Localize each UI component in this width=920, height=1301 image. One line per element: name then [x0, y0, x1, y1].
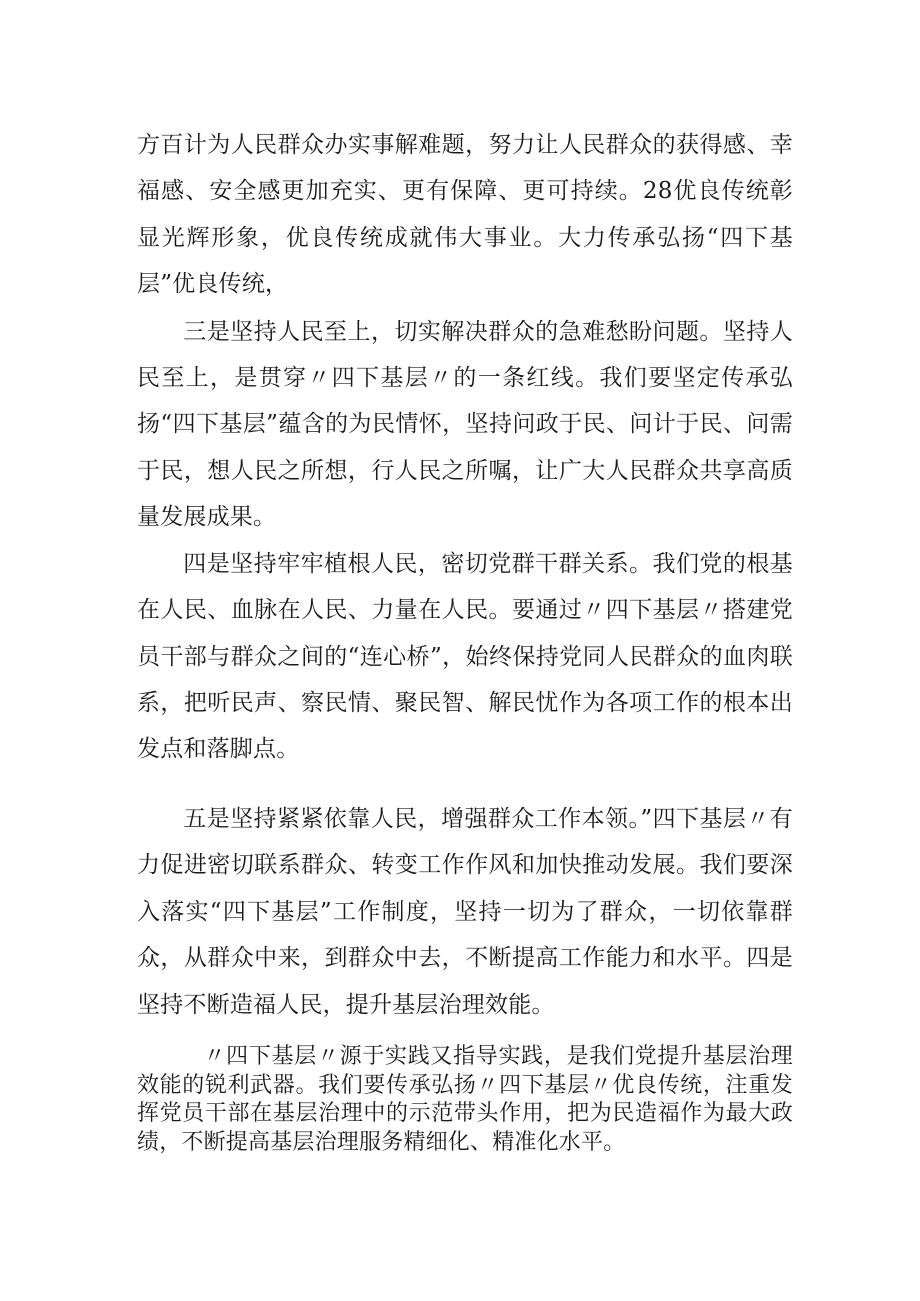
paragraph-point-five	[137, 796, 793, 1028]
paragraph-3-text: 四是坚持牢牢植根人民，密切党群干群关系。我们党的根基在人民、血脉在人民、力量在人民。要通过〃四下基层〃搭建党员干部与群众之间的“连心桥”，始终保持党同人民群众的血肉联系，把听民声、察民情、聚民智、解民忧作为各项工作的根本出发点和落脚点。	[137, 551, 793, 763]
paragraph-point-three	[137, 309, 793, 540]
paragraph-5-text: 〃四下基层〃源于实践又指导实践，是我们党提升基层治理效能的锐利武器。我们要传承弘扬〃四下基层〃优良传统，注重发挥党员干部在基层治理中的示范带头作用，把为民造福作为最大政绩，不断提高基层治理服务精细化、精准化水平。	[137, 1044, 793, 1155]
paragraph-2-text: 三是坚持人民至上，切实解决群众的急难愁盼问题。坚持人民至上，是贯穿〃四下基层〃的一条红线。我们要坚定传承弘扬“四下基层”蕴含的为民情怀，坚持问政于民、问计于民、问需于民，想人民之所想，行人民之所嘱，让广大人民群众共享高质量发展成果。	[137, 319, 793, 530]
paragraph-continued	[137, 122, 793, 307]
paragraph-conclusion	[137, 1043, 793, 1157]
paragraph-point-four	[137, 541, 793, 772]
paragraph-1-text: 方百计为人民群众办实事解难题，努力让人民群众的获得感、幸福感、安全感更加充实、更有保障、更可持续。28优良传统彰显光辉形象，优良传统成就伟大事业。大力传承弘扬“四下基层”优良传统，	[137, 132, 793, 297]
paragraph-4-text: 五是坚持紧紧依靠人民，增强群众工作本领。”四下基层〃有力促进密切联系群众、转变工作作风和加快推动发展。我们要深入落实“四下基层”工作制度，坚持一切为了群众，一切依靠群众，从群众中来，到群众中去，不断提高工作能力和水平。四是坚持不断造福人民，提升基层治理效能。	[137, 806, 793, 1018]
